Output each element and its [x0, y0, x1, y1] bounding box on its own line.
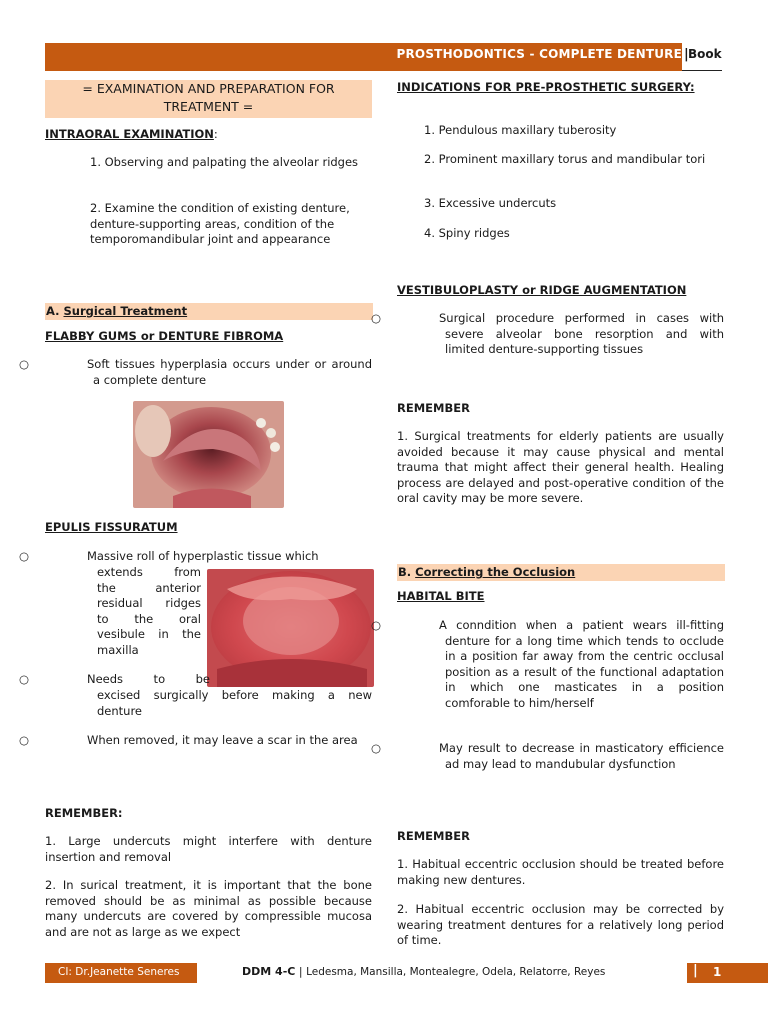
footer-separator: |: [298, 965, 303, 978]
footer-course: DDM 4-C: [242, 965, 296, 978]
indications-heading: INDICATIONS FOR PRE-PROSTHETIC SURGERY:: [397, 80, 695, 94]
indication-4: 4. Spiny ridges: [424, 226, 510, 240]
vestibuloplasty-heading: VESTIBULOPLASTY or RIDGE AUGMENTATION: [397, 283, 687, 297]
section-b-letter: B.: [398, 565, 412, 579]
section-a-band: [45, 303, 373, 320]
epulis-bullet-3: [19, 733, 372, 749]
circle-bullet-icon: ○: [371, 618, 382, 632]
intraoral-item-1: 1. Observing and palpating the alveolar ridges: [90, 155, 359, 169]
flabby-bullet-row: [19, 357, 372, 388]
remember-right-1-heading: REMEMBER: [397, 401, 470, 415]
habitual-heading: HABITAL BITE: [397, 589, 485, 603]
remember-right-2-item-2: 2. Habitual eccentric occlusion may be corrected by wearing treatment dentures for a relatively long period of time.: [397, 902, 724, 947]
remember-left-item-2: 2. In surical treatment, it is important that the bone removed should be as minimal as possible because many undercuts are covered by compressible mucosa and are not as large as we expect: [45, 878, 372, 939]
epulis-photo: [207, 569, 374, 687]
habitual-bullet-1-row: [371, 618, 724, 711]
vestibuloplasty-bullet-row: [371, 311, 724, 358]
palate-photo-illustration: [207, 569, 374, 687]
habitual-bullet-2-row: [371, 741, 724, 772]
circle-bullet-icon: ○: [371, 311, 382, 325]
circle-bullet-icon: ○: [371, 741, 382, 755]
remember-right-2-heading: REMEMBER: [397, 829, 470, 843]
page-number: 1: [713, 965, 722, 979]
footer-right-bar: [687, 963, 768, 983]
section-a-letter: A.: [46, 304, 60, 318]
header-separator: |: [684, 47, 689, 62]
intraoral-item-2: 2. Examine the condition of existing denture, denture-supporting areas, condition of the temporomandibular joint and appearance: [90, 201, 350, 246]
circle-bullet-icon: ○: [19, 549, 30, 563]
flabby-gums-photo: [133, 401, 284, 508]
flabby-bullet: Soft tissues hyperplasia occurs under or around a complete denture: [87, 357, 372, 387]
footer-authors: Ledesma, Mansilla, Montealegre, Odela, Relatorre, Reyes: [306, 966, 606, 978]
habitual-bullet-1: A conndition when a patient wears ill-fitting denture for a long time which tends to occlude in a position far away from the centric occlusal position as a result of the functional adaptation in which one masticates in a position comforable to him/herself: [439, 618, 724, 710]
remember-right-1-text: 1. Surgical treatments for elderly patients are usually avoided because it may cause physical and mental trauma that might affect their general health. Healing process are delayed and post-operative condition of the oral cavity may be more severe.: [397, 429, 724, 505]
intraoral-colon: :: [213, 127, 218, 141]
indication-1: 1. Pendulous maxillary tuberosity: [424, 123, 617, 137]
epulis-line: to the oral: [97, 611, 201, 626]
section-a-title: Surgical Treatment: [63, 304, 188, 318]
header-underline: [682, 70, 722, 71]
header-title: PROSTHODONTICS - COMPLETE DENTURE: [396, 47, 682, 61]
epulis-bullet-2: [19, 672, 210, 688]
epulis-bullet-3-text: When removed, it may leave a scar in the area: [87, 733, 358, 747]
flabby-heading: FLABBY GUMS or DENTURE FIBROMA: [45, 329, 284, 343]
footer-instructor: CI: Dr.Jeanette Seneres: [58, 966, 180, 978]
epulis-bullet-2-rest: excised surgically before making a new denture: [97, 688, 372, 718]
main-title: = EXAMINATION AND PREPARATION FOR TREATMENT =: [82, 81, 335, 114]
remember-left-item-1: 1. Large undercuts might interfere with denture insertion and removal: [45, 834, 372, 864]
section-b-title: Correcting the Occlusion: [415, 565, 576, 579]
epulis-bullet-1: [19, 549, 372, 565]
epulis-heading: EPULIS FISSURATUM: [45, 520, 178, 534]
indication-2: 2. Prominent maxillary torus and mandibular tori: [424, 152, 706, 166]
header-book-label: Book: [688, 47, 722, 61]
vestibuloplasty-bullet: Surgical procedure performed in cases with severe alveolar bone resorption and with limited denture-supporting tissues: [439, 311, 724, 356]
epulis-line: residual ridges: [97, 596, 201, 610]
footer-credits: [242, 965, 605, 978]
section-b-band: [397, 564, 725, 581]
remember-right-2-item-1: 1. Habitual eccentric occlusion should be treated before making new dentures.: [397, 857, 724, 887]
epulis-bullet-2-line-1: Needs to be: [87, 672, 210, 686]
circle-bullet-icon: ○: [19, 672, 30, 686]
habitual-bullet-2: May result to decrease in masticatory efficience ad may lead to mandubular dysfunction: [439, 741, 724, 771]
main-title-band: [45, 80, 372, 118]
mouth-photo-illustration: [133, 401, 284, 508]
epulis-bullet-1-wrap: [97, 565, 201, 658]
intraoral-heading: INTRAORAL EXAMINATION: [45, 127, 214, 141]
remember-left-heading: REMEMBER:: [45, 806, 123, 820]
intraoral-heading-row: [45, 127, 372, 142]
circle-bullet-icon: ○: [19, 733, 30, 747]
indication-3: 3. Excessive undercuts: [424, 196, 557, 210]
epulis-line: the anterior: [97, 580, 201, 595]
epulis-line: maxilla: [97, 642, 139, 657]
epulis-bullet-1-line-1: Massive roll of hyperplastic tissue which: [87, 549, 319, 563]
footer-page-separator: |: [693, 963, 698, 978]
epulis-line: extends from: [97, 565, 201, 579]
circle-bullet-icon: ○: [19, 357, 30, 371]
epulis-line: vesibule in the: [97, 627, 201, 641]
